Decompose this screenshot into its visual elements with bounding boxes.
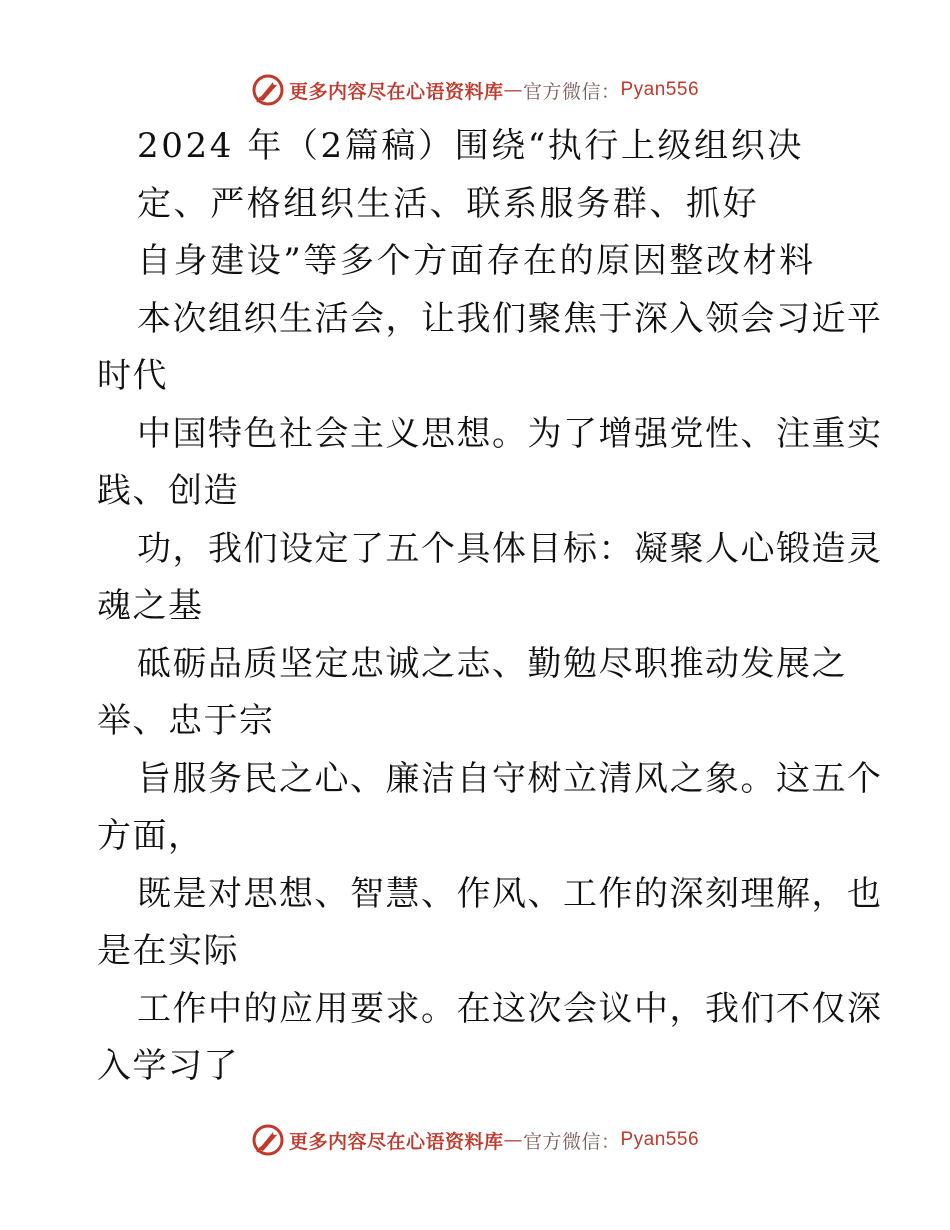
watermark-text: 更多内容尽在心语资料库 [288,80,504,103]
body-line: 功，我们设定了五个具体目标：凝聚人心锻造灵 [137,528,883,569]
body-line: 入学习了 [97,1046,239,1086]
quill-logo-icon [251,1123,285,1157]
body-line: 时代 [97,356,168,396]
watermark-official-label: 官方微信： [522,80,621,103]
body-line: 本次组织生活会，让我们聚焦于深入领会习近平 [137,298,883,339]
watermark-official-label: 官方微信： [522,1130,621,1153]
watermark-wechat-handle: Pyan556 [620,1129,700,1150]
footer-watermark [0,1120,950,1160]
title-line: 定、严格组织生活、联系服务群、抓好 [137,183,760,224]
watermark-dash: — [503,79,523,101]
watermark-dash: — [503,1129,523,1151]
header-watermark [0,70,950,110]
body-line: 工作中的应用要求。在这次会议中，我们不仅深 [137,988,883,1029]
body-line: 魂之基 [97,586,204,626]
body-line: 砥砺品质坚定忠诚之志、勤勉尽职推动发展之 [137,643,847,684]
document-body [97,118,883,1096]
watermark-text: 更多内容尽在心语资料库 [288,1130,504,1153]
watermark-wechat-handle: Pyan556 [620,79,700,100]
body-line: 举、忠于宗 [97,701,275,741]
title-line: 自身建设”等多个方面存在的原因整改材料 [137,241,816,281]
body-line: 是在实际 [97,931,239,971]
body-line: 旨服务民之心、廉洁自守树立清风之象。这五个 [137,758,883,799]
body-line: 既是对思想、智慧、作风、工作的深刻理解，也 [137,873,883,914]
body-line: 中国特色社会主义思想。为了增强党性、注重实 [137,413,883,454]
body-line: 践、创造 [97,471,239,511]
title-line: 2024 年（2篇稿）围绕“执行上级组织决 [137,126,804,166]
body-line: 方面， [97,816,204,856]
quill-logo-icon [251,73,285,107]
